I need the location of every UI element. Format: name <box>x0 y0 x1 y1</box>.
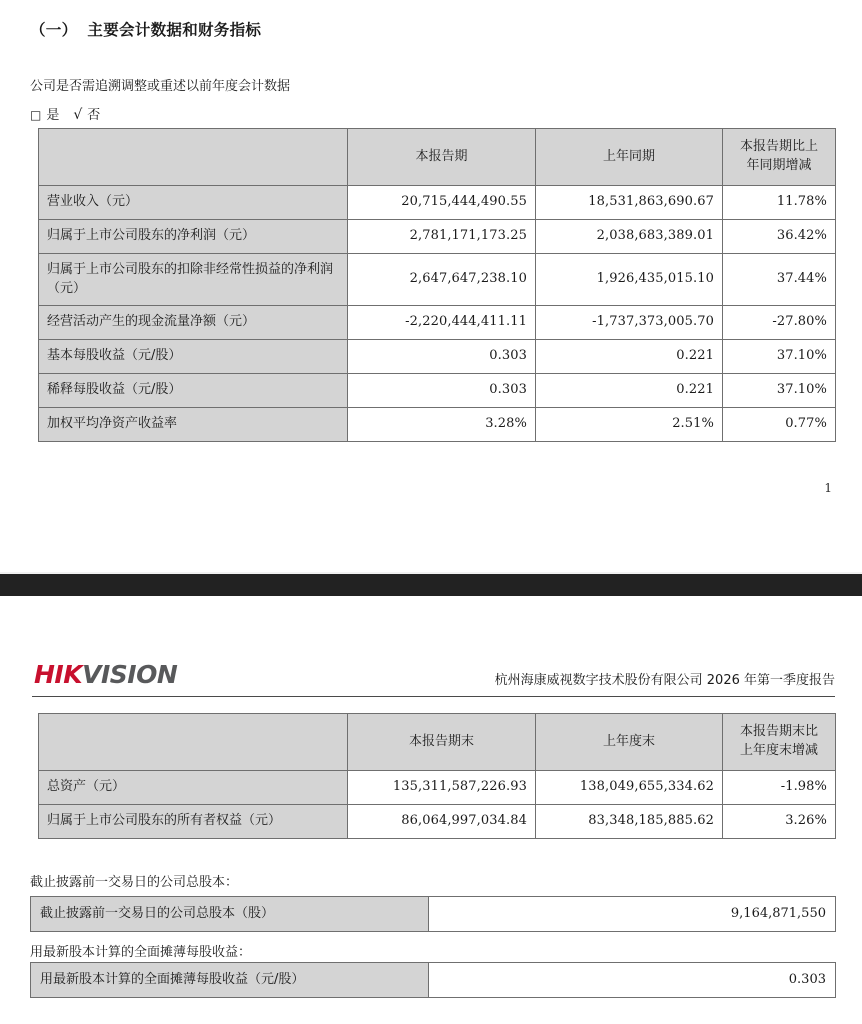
column-header-change-line1: 本报告期比上 <box>739 139 818 155</box>
header-report-title: 杭州海康威视数字技术股份有限公司 2026 年第一季度报告 <box>494 673 835 688</box>
row-label: 总资产（元） <box>39 771 348 805</box>
column-header-change-line2: 年同期增减 <box>746 158 812 173</box>
cell-current: 2,647,647,238.10 <box>348 253 536 306</box>
table-row <box>39 374 836 408</box>
column-header-change <box>723 714 836 771</box>
cell-previous: -1,737,373,005.70 <box>536 306 723 340</box>
cell-change: 37.44% <box>723 253 836 306</box>
share-capital-table <box>30 896 836 932</box>
row-label: 归属于上市公司股东的所有者权益（元） <box>39 804 348 838</box>
table-row <box>39 407 836 441</box>
column-header-change-line2: 上年度末增减 <box>739 743 818 758</box>
table-row <box>39 340 836 374</box>
section-number: （一） <box>30 21 78 39</box>
cell-value: 0.303 <box>429 963 836 998</box>
diluted-eps-intro: 用最新股本计算的全面摊薄每股收益： <box>30 945 252 960</box>
table-row <box>39 253 836 306</box>
column-header-current-period: 本报告期 <box>348 129 536 186</box>
answer-yes-label: 是 <box>46 108 60 123</box>
page-title <box>30 18 261 40</box>
table-row <box>39 219 836 253</box>
table-row <box>31 897 836 932</box>
section-title-text: 主要会计数据和财务指标 <box>87 21 262 39</box>
table-row <box>39 306 836 340</box>
logo-vision-text: VISION <box>82 660 178 689</box>
cell-change: -27.80% <box>723 306 836 340</box>
table-row <box>39 771 836 805</box>
table-header-row <box>39 714 836 771</box>
row-label: 稀释每股收益（元/股） <box>39 374 348 408</box>
main-financial-table <box>38 128 836 442</box>
hikvision-logo <box>34 660 177 689</box>
cell-previous: 1,926,435,015.10 <box>536 253 723 306</box>
row-label: 截止披露前一交易日的公司总股本（股） <box>31 897 429 932</box>
cell-current: 0.303 <box>348 340 536 374</box>
cell-current: 3.28% <box>348 407 536 441</box>
page-break-band <box>0 574 862 596</box>
diluted-eps-table <box>30 962 836 998</box>
page-number: 1 <box>824 481 832 495</box>
cell-previous: 2,038,683,389.01 <box>536 219 723 253</box>
cell-current: 135,311,587,226.93 <box>348 771 536 805</box>
restatement-answer <box>30 104 104 123</box>
cell-value: 9,164,871,550 <box>429 897 836 932</box>
cell-current: 86,064,997,034.84 <box>348 804 536 838</box>
cell-change: 11.78% <box>723 186 836 220</box>
cell-change: 0.77% <box>723 407 836 441</box>
header-divider <box>32 696 835 697</box>
column-header-blank <box>39 129 348 186</box>
cell-previous: 18,531,863,690.67 <box>536 186 723 220</box>
cell-previous: 0.221 <box>536 374 723 408</box>
cell-current: -2,220,444,411.11 <box>348 306 536 340</box>
share-capital-intro: 截止披露前一交易日的公司总股本： <box>30 875 239 890</box>
answer-no-label: 否 <box>87 108 101 123</box>
row-label: 基本每股收益（元/股） <box>39 340 348 374</box>
row-label: 经营活动产生的现金流量净额（元） <box>39 306 348 340</box>
cell-previous: 83,348,185,885.62 <box>536 804 723 838</box>
cell-previous: 138,049,655,334.62 <box>536 771 723 805</box>
checkmark-icon[interactable]: √ <box>73 107 83 123</box>
row-label: 归属于上市公司股东的净利润（元） <box>39 219 348 253</box>
cell-change: 37.10% <box>723 374 836 408</box>
column-header-change-line1: 本报告期末比 <box>739 724 818 740</box>
table-row <box>39 804 836 838</box>
cell-current: 0.303 <box>348 374 536 408</box>
cell-previous: 0.221 <box>536 340 723 374</box>
column-header-change <box>723 129 836 186</box>
table-row <box>31 963 836 998</box>
column-header-prior-year-end: 上年度末 <box>536 714 723 771</box>
column-header-period-end: 本报告期末 <box>348 714 536 771</box>
cell-current: 2,781,171,173.25 <box>348 219 536 253</box>
column-header-blank <box>39 714 348 771</box>
checkbox-unchecked-icon[interactable]: □ <box>30 108 42 122</box>
table-header-row <box>39 129 836 186</box>
cell-current: 20,715,444,490.55 <box>348 186 536 220</box>
cell-previous: 2.51% <box>536 407 723 441</box>
cell-change: 36.42% <box>723 219 836 253</box>
cell-change: 37.10% <box>723 340 836 374</box>
cell-change: -1.98% <box>723 771 836 805</box>
table-row <box>39 186 836 220</box>
column-header-previous-period: 上年同期 <box>536 129 723 186</box>
document-header <box>30 660 835 696</box>
row-label: 归属于上市公司股东的扣除非经常性损益的净利润（元） <box>39 253 348 306</box>
row-label: 用最新股本计算的全面摊薄每股收益（元/股） <box>31 963 429 998</box>
balance-sheet-table <box>38 713 836 839</box>
logo-hik-text: HIK <box>34 660 83 689</box>
restatement-question: 公司是否需追溯调整或重述以前年度会计数据 <box>30 79 291 94</box>
row-label: 营业收入（元） <box>39 186 348 220</box>
row-label: 加权平均净资产收益率 <box>39 407 348 441</box>
cell-change: 3.26% <box>723 804 836 838</box>
